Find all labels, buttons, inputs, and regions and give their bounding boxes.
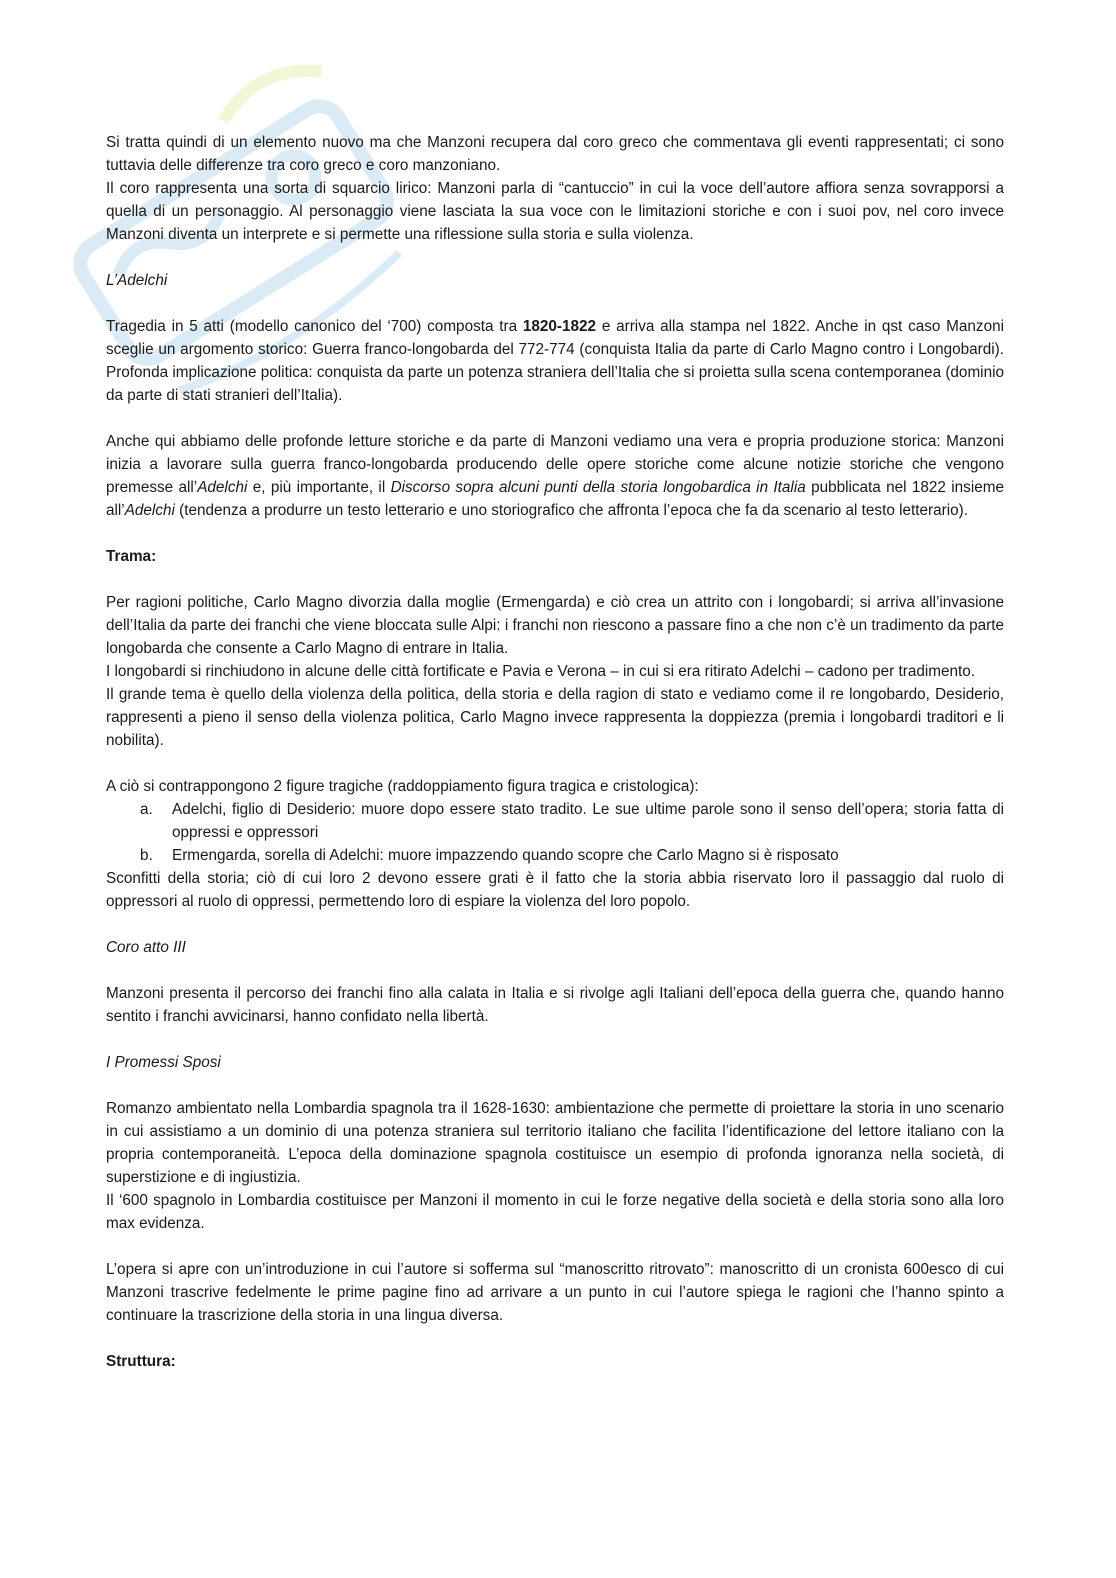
text-line: Il coro rappresenta una sorta di squarcio lirico: Manzoni parla di “cantuccio” in cui la voce dell’autore affiora senza sovrapporsi a quella di un personaggio. Al personaggio viene lasciata la sua voce con le limitazioni storiche e con i suoi pov, nel coro invece Manzoni diventa un interprete e si permette una riflessione sulla storia e sulla violenza.	[106, 180, 1004, 243]
list-marker: b.	[140, 847, 153, 864]
italic-title: Adelchi	[124, 502, 175, 519]
text-span: (tendenza a produrre un testo letterario e uno storiografico che affronta l’epoca che fa da scenario al testo letterario).	[174, 502, 968, 519]
figure-tragiche-list	[106, 798, 1004, 867]
list-item	[106, 844, 1004, 867]
list-marker: a.	[140, 801, 153, 818]
heading-promessi-sposi: I Promessi Sposi	[106, 1054, 221, 1071]
text-span: Anche qui abbiamo delle profonde letture storiche e da parte di Manzoni vediamo una vera e propria produzione storica: Manzoni inizia a lavorare sulla guerra franco-longobarda producendo delle opere storiche come alcune notizie storiche che vengono premesse all’	[106, 433, 1004, 496]
bold-years: 1820-1822	[522, 318, 597, 335]
text-span: Tragedia in 5 atti (modello canonico del ‘700) composta tra	[106, 318, 523, 335]
text-line: Romanzo ambientato nella Lombardia spagnola tra il 1628-1630: ambientazione che permette di proiettare la storia in uno scenario in cui assistiamo a un dominio di una potenza straniera sul territorio italiano che facilita l’identificazione del lettore italiano con la propria contemporaneità. L’epoca della dominazione spagnola costituisce un esempio di profonda ignoranza nella società, di superstizione e di ingiustizia.	[106, 1100, 1004, 1186]
paragraph-romanzo	[106, 1097, 1004, 1235]
paragraph-trama	[106, 591, 1004, 752]
list-item-text: Ermengarda, sorella di Adelchi: muore impazzendo quando scopre che Carlo Magno si è risposato	[172, 847, 839, 864]
text-span: pubblicata nel 1822 insieme all’	[106, 479, 1004, 519]
paragraph-manoscritto: L’opera si apre con un’introduzione in cui l’autore si sofferma sul “manoscritto ritrovato”: manoscritto di un cronista 600esco di cui Manzoni trascrive fedelmente le prime pagine fino ad arrivare a un punto in cui l’autore spiega le ragioni che l’hanno spinto a continuare la trascrizione della storia in una lingua diversa.	[106, 1261, 1004, 1324]
italic-title: Adelchi	[197, 479, 248, 496]
text-line: Si tratta quindi di un elemento nuovo ma che Manzoni recupera dal coro greco che commentava gli eventi rappresentati; ci sono tuttavia delle differenze tra coro greco e coro manzoniano.	[106, 134, 1004, 174]
paragraph-tragedia	[106, 315, 1004, 407]
paragraph-letture-storiche	[106, 430, 1004, 522]
text-span: e arriva alla stampa nel 1822. Anche in qst caso Manzoni sceglie un argomento storico: Guerra franco-longobarda del 772-774 (conquista Italia da parte di Carlo Magno contro i Longobardi). Profonda implicazione politica: conquista da parte un potenza straniera dell’Italia che si proietta sulla scena contemporanea (dominio da parte di stati stranieri dell’Italia).	[106, 318, 1004, 404]
paragraph-sconfitti: Sconfitti della storia; ciò di cui loro 2 devono essere grati è il fatto che la storia abbia riservato loro il passaggio dal ruolo di oppressori al ruolo di oppressi, permettendo loro di espiare la violenza del loro popolo.	[106, 870, 1004, 910]
text-line: Il grande tema è quello della violenza della politica, della storia e della ragion di stato e vediamo come il re longobardo, Desiderio, rappresenti a pieno il senso della violenza politica, Carlo Magno invece rappresenta la doppiezza (premia i longobardi traditori e li nobilita).	[106, 686, 1004, 749]
heading-trama: Trama:	[106, 548, 157, 565]
paragraph-figure-tragiche-intro: A ciò si contrappongono 2 figure tragiche (raddoppiamento figura tragica e cristologica):	[106, 778, 699, 795]
heading-struttura: Struttura:	[106, 1353, 176, 1370]
heading-adelchi: L’Adelchi	[106, 272, 168, 289]
list-item	[106, 798, 1004, 844]
text-span: e, più importante, il	[247, 479, 391, 496]
italic-title: Discorso sopra alcuni punti della storia longobardica in Italia	[390, 479, 806, 496]
document-body	[106, 131, 1004, 1373]
text-line: I longobardi si rinchiudono in alcune delle città fortificate e Pavia e Verona – in cui si era ritirato Adelchi – cadono per tradimento.	[106, 663, 976, 680]
paragraph-coro-greco	[106, 131, 1004, 246]
text-line: Il ‘600 spagnolo in Lombardia costituisce per Manzoni il momento in cui le forze negative della società e della storia sono alla loro max evidenza.	[106, 1192, 1004, 1232]
paragraph-coro-atto-iii: Manzoni presenta il percorso dei franchi fino alla calata in Italia e si rivolge agli Italiani dell’epoca della guerra che, quando hanno sentito i franchi avvicinarsi, hanno confidato nella libertà.	[106, 985, 1004, 1025]
list-item-text: Adelchi, figlio di Desiderio: muore dopo essere stato tradito. Le sue ultime parole sono il senso dell’opera; storia fatta di oppressi e oppressori	[172, 801, 1004, 841]
heading-coro-atto-iii: Coro atto III	[106, 939, 186, 956]
text-line: Per ragioni politiche, Carlo Magno divorzia dalla moglie (Ermengarda) e ciò crea un attrito con i longobardi; si arriva all’invasione dell’Italia da parte dei franchi che viene bloccata sulle Alpi: i franchi non riescono a passare fino a che non c’è un tradimento da parte longobarda che consente a Carlo Magno di entrare in Italia.	[106, 594, 1004, 657]
